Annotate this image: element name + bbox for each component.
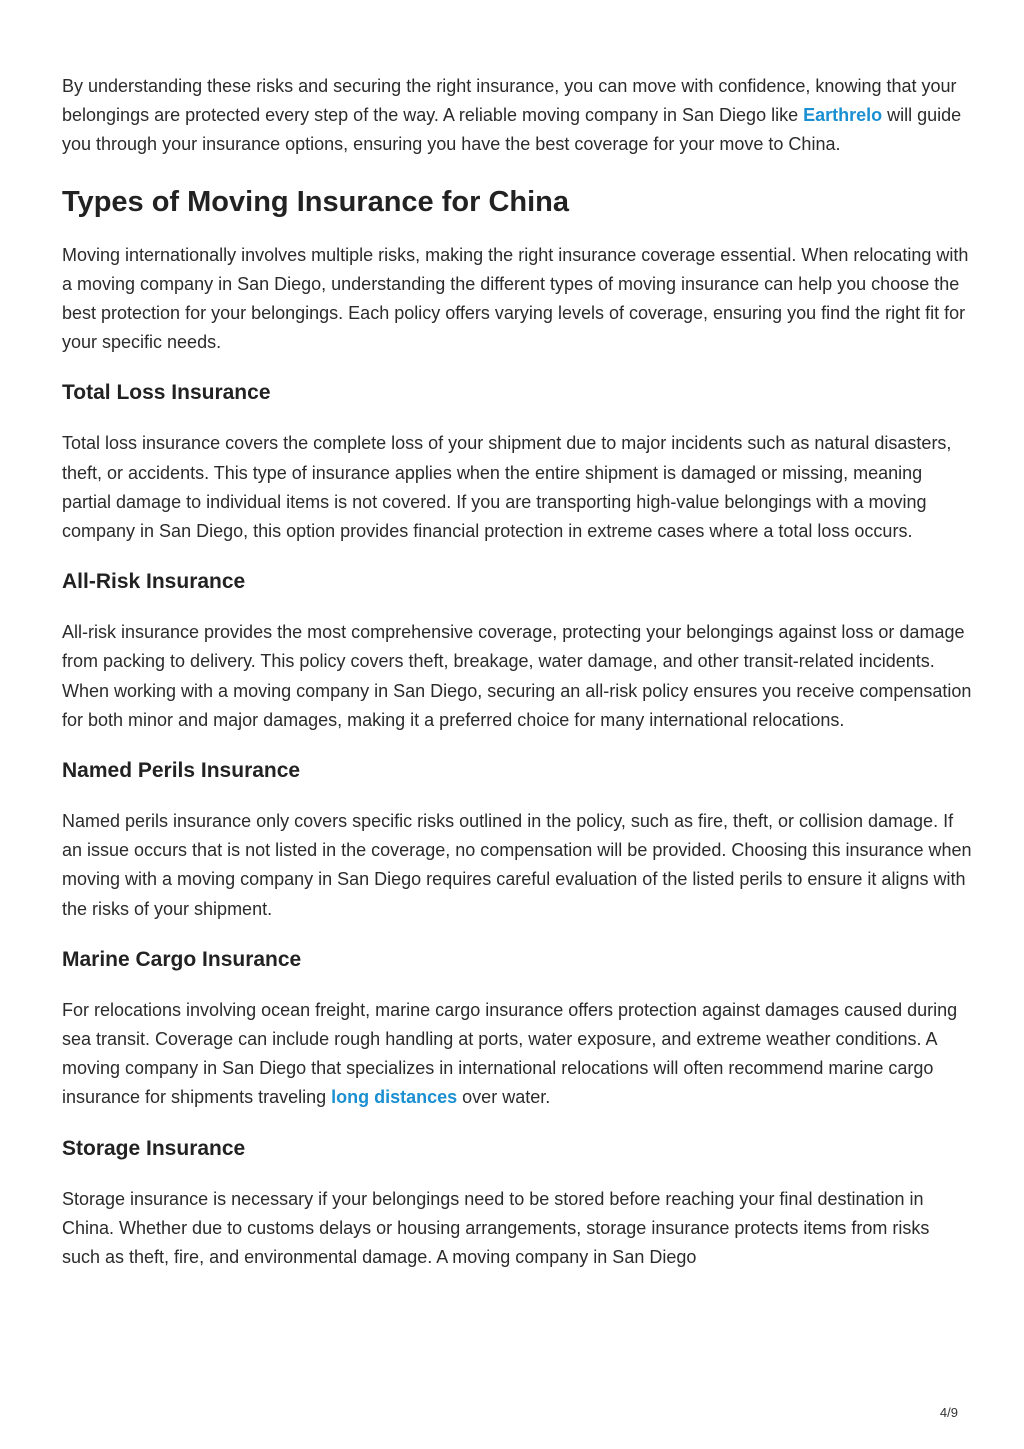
intro-text-before-link: By understanding these risks and securing the right insurance, you can move with confidence, knowing that your belongings are protected every step of the way. A reliable moving company in San Diego like [62, 76, 957, 126]
intro-paragraph [62, 72, 972, 160]
main-heading: Types of Moving Insurance for China [62, 185, 570, 218]
total-loss-paragraph: Total loss insurance covers the complete loss of your shipment due to major incidents such as natural disasters, theft, or accidents. This type of insurance applies when the entire shipment is damaged or missing, meaning partial damage to individual items is not covered. If you are transporting high-value belongings with a moving company in San Diego, this option provides financial protection in extreme cases where a total loss occurs. [62, 433, 952, 542]
storage-paragraph: Storage insurance is necessary if your belongings need to be stored before reaching your final destination in China. Whether due to customs delays or housing arrangements, storage insurance protects items from risks such as theft, fire, and environmental damage. A moving company in San Diego [62, 1188, 930, 1268]
storage-heading: Storage Insurance [62, 1136, 246, 1160]
marine-cargo-text-before-link: For relocations involving ocean freight, marine cargo insurance offers protection against damages caused during sea transit. Coverage can include rough handling at ports, water exposure, and extreme weather conditions. A moving company in San Diego that specializes in international relocations will often recommend marine cargo insurance for shipments traveling [62, 999, 958, 1108]
all-risk-heading: All-Risk Insurance [62, 570, 246, 594]
long-distances-link[interactable]: long distances [331, 1087, 458, 1108]
page-number: 4/9 [939, 1405, 958, 1420]
document-page [62, 72, 972, 1294]
main-paragraph: Moving internationally involves multiple risks, making the right insurance coverage essential. When relocating with a moving company in San Diego, understanding the different types of moving insurance can help you choose the best protection for your belongings. Each policy offers varying levels of coverage, ensuring you find the right fit for your specific needs. [62, 244, 969, 353]
named-perils-heading: Named Perils Insurance [62, 759, 301, 783]
marine-cargo-heading: Marine Cargo Insurance [62, 947, 302, 971]
earthrelo-link[interactable]: Earthrelo [803, 105, 883, 126]
named-perils-paragraph: Named perils insurance only covers specific risks outlined in the policy, such as fire, theft, or collision damage. If an issue occurs that is not listed in the coverage, no compensation will be provided. Choosing this insurance when moving with a moving company in San Diego requires careful evaluation of the listed perils to ensure it aligns with the risks of your shipment. [62, 811, 972, 919]
total-loss-heading: Total Loss Insurance [62, 381, 271, 405]
all-risk-paragraph: All-risk insurance provides the most comprehensive coverage, protecting your belongings against loss or damage from packing to delivery. This policy covers theft, breakage, water damage, and other transit-related incidents. When working with a moving company in San Diego, securing an all-risk policy ensures you receive compensation for both minor and major damages, making it a preferred choice for many international relocations. [62, 622, 972, 730]
intro-text-after-link: will guide you through your insurance options, ensuring you have the best coverage for your move to China. [62, 105, 962, 155]
marine-cargo-text-after-link: over water. [457, 1087, 551, 1108]
marine-cargo-paragraph [62, 996, 972, 1113]
